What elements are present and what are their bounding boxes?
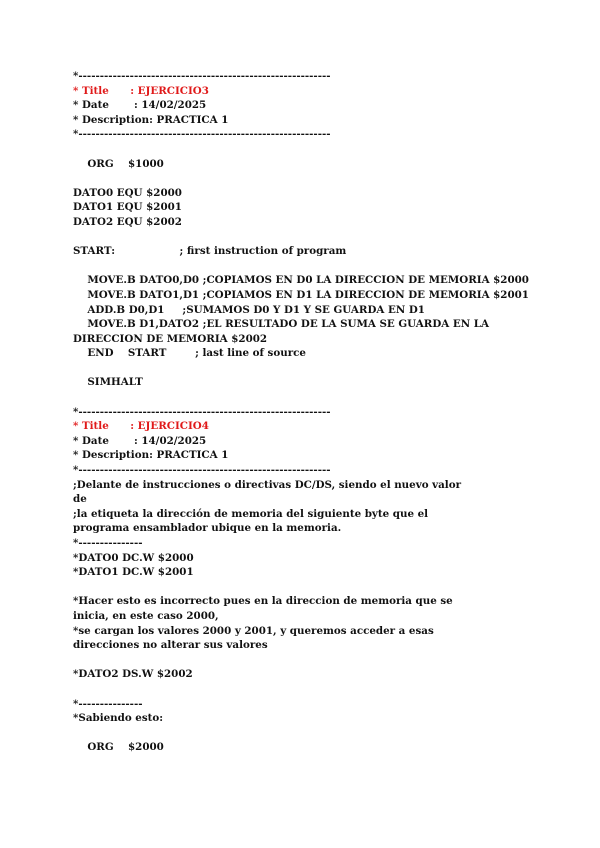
dc-line: *DATO1 DC.W $2001	[73, 566, 194, 579]
dc-line: *DATO0 DC.W $2000	[73, 551, 194, 564]
comment-line: de	[73, 493, 87, 506]
equ-line: DATO0 EQU $2000	[73, 186, 182, 199]
sabiendo-line: *Sabiendo esto:	[73, 712, 164, 725]
header-separator-end: *-----------------------------------------------------------	[73, 464, 331, 477]
instruction-line: MOVE.B D1,DATO2 ;EL RESULTADO DE LA SUMA SE GUARDA EN LA	[73, 318, 489, 331]
header-date: * Date : 14/02/2025	[73, 99, 207, 112]
equ-line: DATO2 EQU $2002	[73, 215, 182, 228]
comment-line: ;Delante de instrucciones o directivas DC/DS, siendo el nuevo valor	[73, 478, 462, 491]
comment-line: programa ensamblador ubique en la memoria.	[73, 522, 342, 535]
ds-line: *DATO2 DS.W $2002	[73, 668, 193, 681]
header-separator: *-----------------------------------------------------------	[73, 405, 331, 418]
header-separator-end: *-----------------------------------------------------------	[73, 128, 331, 141]
instruction-line: DIRECCION DE MEMORIA $2002	[73, 332, 268, 345]
instruction-line: ADD.B D0,D1 ;SUMAMOS D0 Y D1 Y SE GUARDA EN D1	[73, 303, 425, 316]
start-label: START: ; first instruction of program	[73, 245, 347, 258]
header-description: * Description: PRACTICA 1	[73, 113, 229, 126]
instruction-line: MOVE.B DATO0,D0 ;COPIAMOS EN D0 LA DIRECCION DE MEMORIA $2000	[73, 274, 529, 287]
document-page	[73, 69, 543, 755]
header-title: * Title : EJERCICIO3	[73, 84, 209, 97]
instruction-line: MOVE.B DATO1,D1 ;COPIAMOS EN D1 LA DIRECCION DE MEMORIA $2001	[73, 288, 529, 301]
header-separator: *-----------------------------------------------------------	[73, 70, 331, 82]
comment-line: direcciones no alterar sus valores	[73, 639, 268, 652]
short-separator: *---------------	[73, 697, 143, 710]
equ-line: DATO1 EQU $2001	[73, 201, 182, 214]
header-date: * Date : 14/02/2025	[73, 434, 207, 447]
comment-line: ;la etiqueta la dirección de memoria del siguiente byte que el	[73, 507, 429, 520]
comment-line: *Hacer esto es incorrecto pues en la direccion de memoria que se	[73, 595, 453, 608]
short-separator: *---------------	[73, 537, 143, 549]
comment-line: *se cargan los valores 2000 y 2001, y queremos acceder a esas	[73, 624, 434, 637]
comment-line: inicia, en este caso 2000,	[73, 609, 219, 622]
instruction-line: END START ; last line of source	[73, 347, 306, 360]
org-directive: ORG $2000	[73, 741, 164, 754]
org-directive: ORG $1000	[73, 157, 164, 170]
header-description: * Description: PRACTICA 1	[73, 449, 229, 462]
header-title: * Title : EJERCICIO4	[73, 420, 209, 433]
simhalt-line: SIMHALT	[73, 376, 143, 389]
